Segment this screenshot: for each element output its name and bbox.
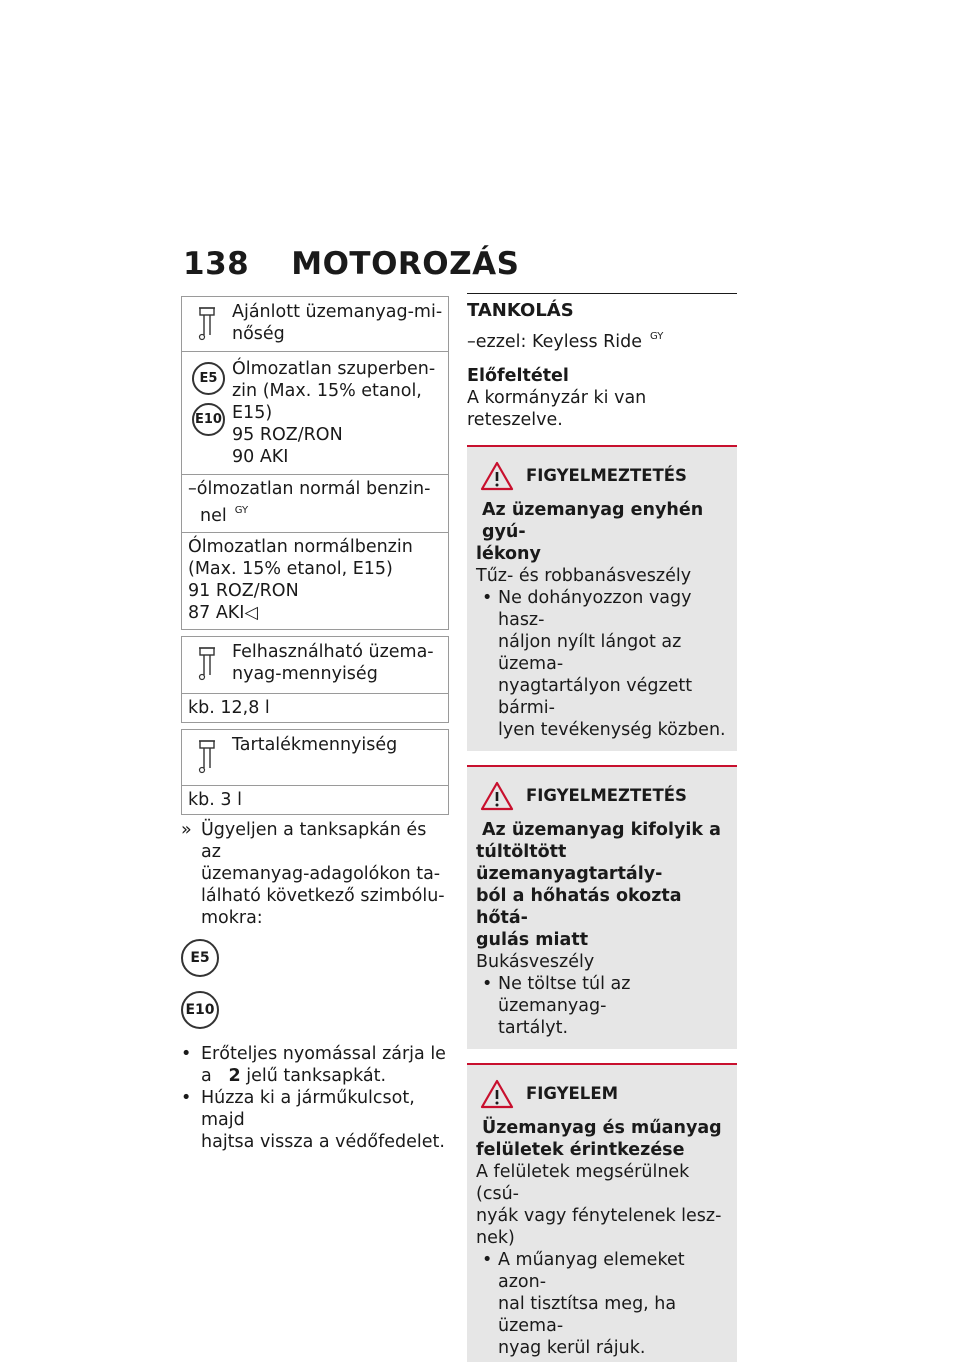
page-number: 138 [183,246,250,282]
e10-badge-icon: E10 [192,403,225,436]
section-title: TANKOLÁS [467,300,574,321]
fuel-spec-table [181,296,449,630]
prereq-text: A kormányzár ki van reteszelve. [467,388,647,430]
e5-badge-icon: E5 [192,362,225,395]
section-rule [467,293,737,294]
country-code: GY [234,505,249,516]
fuel-pump-icon [182,297,232,351]
caution-heading: FIGYELEM [526,1084,619,1103]
usable-fuel-table [181,636,449,723]
variant-note-row: –ólmozatlan normál benzin- nel $^{GY}$ [182,475,448,533]
page-header [183,246,519,282]
list-item: • Erőteljes nyomással zárja le a 2 jelű tanksapkát. [181,1044,446,1086]
list-item: • Húzza ki a járműkulcsot, majd hajtsa vissza a védőfedelet. [181,1088,445,1152]
list-item: • Ne dohányozzon vagy hasz- náljon nyílt lángot az üzema- nyagtartályon végzett bármi- lyen tevékenység közben. [482,588,726,740]
warning-triangle-icon [480,781,514,811]
normal-fuel-row: Ólmozatlan normálbenzin (Max. 15% etanol, E15) 91 ROZ/RON 87 AKI◁ [182,533,448,630]
fuel-pump-icon [182,637,232,693]
e5-badge-icon: E5 [181,939,219,977]
caution-box: FIGYELEM Üzemanyag és műanyag felületek érintkezése A felületek megsérülnek (csú- nyák vagy fénytelenek lesz- nek) • A műanyag elemeket azon- nal tisztítsa meg, ha üzema- nyag kerül rájuk. [467,1063,737,1362]
usable-fuel-row: Felhasználható üzema- nyag-mennyiség [182,637,448,694]
warning-box: FIGYELMEZTETÉS Az üzemanyag kifolyik a túltöltött üzemanyagtartály- ból a hőhatás okozta hőtá- gulás miatt Bukásveszély • Ne töltse túl az üzemanyag- tartályt. [467,765,737,1049]
ethanol-badges [182,352,232,474]
prereq-title: Előfeltétel [467,366,569,386]
fuel-quality-row: Ajánlott üzemanyag-mi- nőség [182,297,448,352]
right-column [467,293,737,1362]
chapter-title: MOTOROZÁS [291,246,520,282]
country-code: GY [650,331,664,342]
e10-badge-icon: E10 [181,991,219,1029]
callout-number: 2 [228,1066,241,1086]
fuel-pump-icon [182,730,232,785]
list-item: • A műanyag elemeket azon- nal tisztítsa meg, ha üzema- nyag kerül rájuk. [482,1250,685,1358]
reserve-fuel-table [181,729,449,815]
super-fuel-row: E5 E10 Ólmozatlan szuperben- zin (Max. 15% etanol, E15) 95 ROZ/RON 90 AKI [182,352,448,475]
left-column [181,296,449,1153]
reserve-fuel-row: Tartalékmennyiség [182,730,448,786]
warning-box: FIGYELMEZTETÉS Az üzemanyag enyhén gyú- lékony Tűz- és robbanásveszély • Ne dohányozzon vagy hasz- náljon nyílt lángot az üzema- nyagtartályon végzett bármi- lyen tevékenység közben. [467,445,737,751]
warning-heading: FIGYELMEZTETÉS [526,786,687,805]
instructions [181,819,449,1153]
reserve-fuel-value: kb. 3 l [182,786,448,815]
list-item: » Ügyeljen a tanksapkán és az üzemanyag-adagolókon ta- lálható következő szimbólu- mokra: [181,820,445,928]
warning-heading: FIGYELMEZTETÉS [526,466,687,485]
section-sub: –ezzel: Keyless Ride $^{GY}$ [467,331,664,352]
warning-triangle-icon [480,461,514,491]
usable-fuel-value: kb. 12,8 l [182,694,448,723]
fuel-symbol-list [181,939,449,1029]
warning-triangle-icon [480,1079,514,1109]
list-item: • Ne töltse túl az üzemanyag- tartályt. [482,974,631,1038]
fuel-quality-label: Ajánlott üzemanyag-mi- [232,302,443,322]
